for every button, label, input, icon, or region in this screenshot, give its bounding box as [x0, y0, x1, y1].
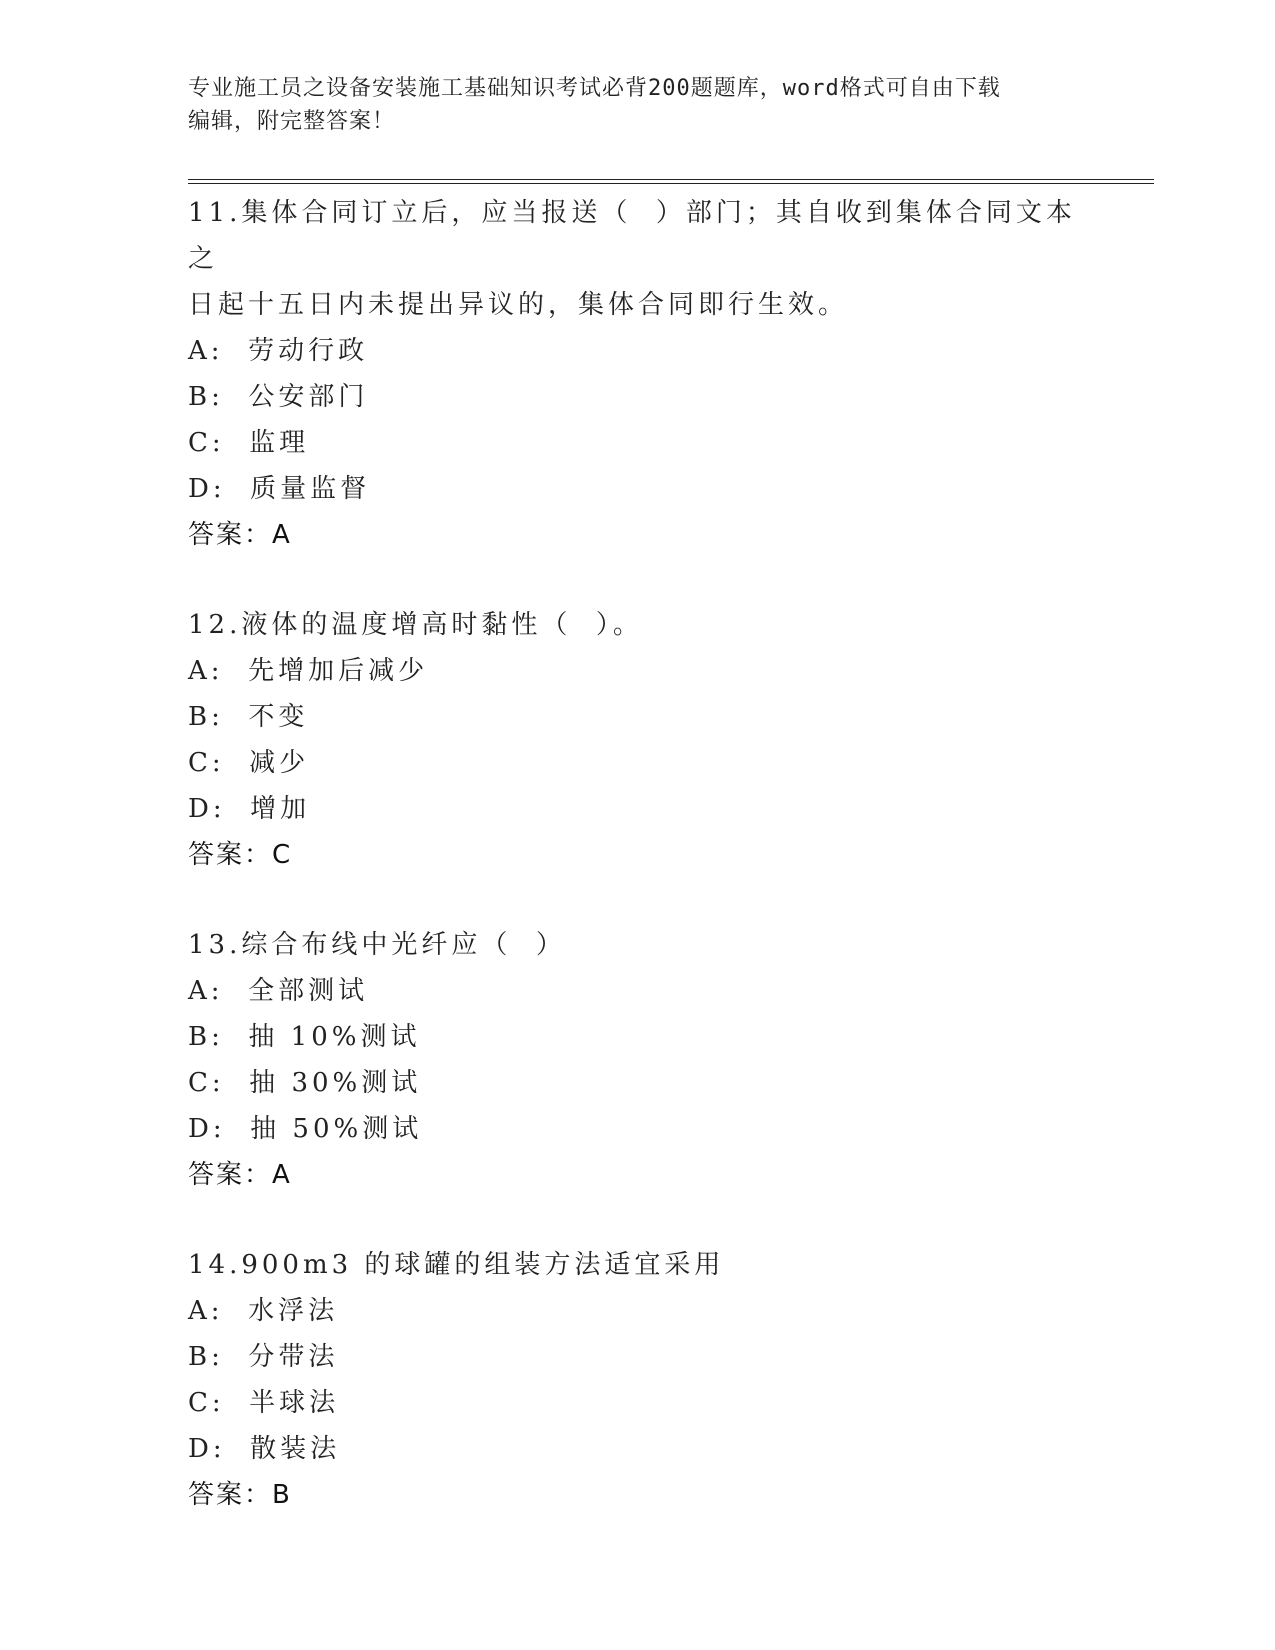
question-list: [188, 190, 1088, 1518]
question-spacer: [188, 878, 1088, 922]
answer-line: 答案：C: [188, 840, 293, 870]
document-header: [188, 72, 1068, 138]
option-b: B: 公安部门: [188, 382, 369, 412]
option-b: B: 抽 10%测试: [188, 1022, 421, 1052]
option-d: D: 增加: [188, 794, 311, 824]
question-11: [188, 190, 1088, 558]
option-a: A: 全部测试: [188, 976, 369, 1006]
option-a: A: 劳动行政: [188, 336, 369, 366]
header-divider: [188, 179, 1154, 184]
answer-line: 答案：A: [188, 520, 292, 550]
option-c: C: 抽 30%测试: [188, 1068, 422, 1098]
question-stem: 14.900m3 的球罐的组装方法适宜采用: [188, 1250, 725, 1280]
question-spacer: [188, 1198, 1088, 1242]
option-c: C: 减少: [188, 748, 310, 778]
option-d: D: 质量监督: [188, 474, 371, 504]
question-stem: 11.集体合同订立后，应当报送（ ）部门；其自收到集体合同文本之: [188, 198, 1076, 274]
option-d: D: 抽 50%测试: [188, 1114, 423, 1144]
question-14: [188, 1242, 1088, 1518]
option-c: C: 半球法: [188, 1388, 340, 1418]
option-b: B: 不变: [188, 702, 309, 732]
question-12: [188, 602, 1088, 878]
option-a: A: 水浮法: [188, 1296, 339, 1326]
option-d: D: 散装法: [188, 1434, 341, 1464]
answer-line: 答案：A: [188, 1160, 292, 1190]
answer-line: 答案：B: [188, 1480, 292, 1510]
question-stem-continued: 日起十五日内未提出异议的，集体合同即行生效。: [188, 290, 849, 320]
header-line-1: 专业施工员之设备安装施工基础知识考试必背200题题库，word格式可自由下载: [188, 76, 1001, 101]
question-stem: 13.综合布线中光纤应（ ）: [188, 930, 566, 960]
question-13: [188, 922, 1088, 1198]
question-spacer: [188, 558, 1088, 602]
header-line-2: 编辑，附完整答案！: [188, 109, 396, 134]
question-stem: 12.液体的温度增高时黏性（ ）。: [188, 610, 643, 640]
option-c: C: 监理: [188, 428, 310, 458]
option-a: A: 先增加后减少: [188, 656, 429, 686]
option-b: B: 分带法: [188, 1342, 339, 1372]
